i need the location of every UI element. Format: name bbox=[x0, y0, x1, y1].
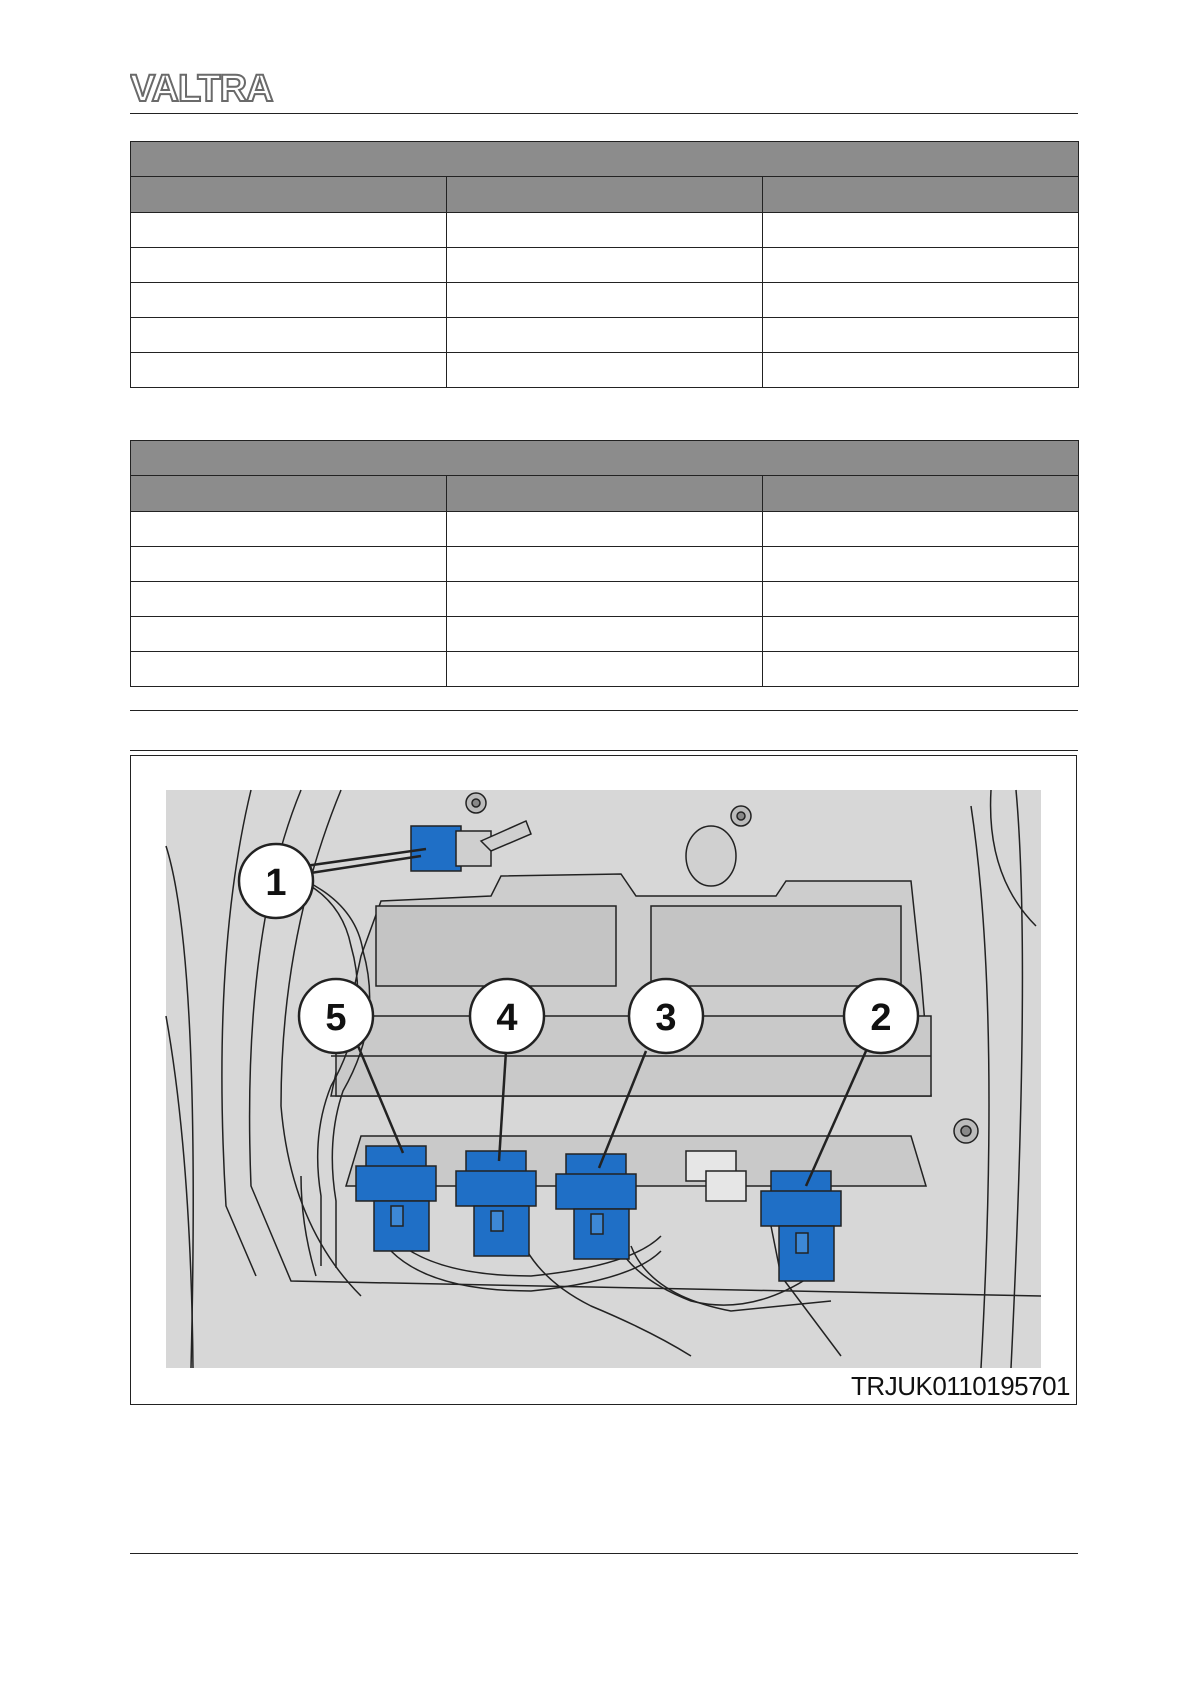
table-cell bbox=[447, 283, 763, 318]
callout-4-label: 4 bbox=[496, 997, 518, 1039]
logo-text: VALTRA bbox=[130, 68, 273, 108]
header-cell bbox=[131, 177, 447, 213]
header-cell bbox=[447, 476, 763, 512]
table-cell bbox=[131, 318, 447, 353]
section-rule-bottom bbox=[130, 750, 1078, 751]
table-cell bbox=[131, 547, 447, 582]
table-cell bbox=[447, 652, 763, 687]
table-title-row bbox=[131, 142, 1079, 177]
table-cell bbox=[447, 318, 763, 353]
callout-5 bbox=[299, 979, 373, 1053]
callout-4 bbox=[470, 979, 544, 1053]
table-cell bbox=[447, 248, 763, 283]
callout-2-label: 2 bbox=[870, 997, 892, 1039]
table-header-row bbox=[131, 177, 1079, 213]
table-cell bbox=[763, 547, 1079, 582]
table-row bbox=[131, 582, 1079, 617]
table-cell bbox=[131, 652, 447, 687]
table-cell bbox=[447, 582, 763, 617]
footer-rule bbox=[130, 1553, 1078, 1554]
table-cell bbox=[763, 652, 1079, 687]
table-title-cell bbox=[131, 441, 1079, 476]
table-row bbox=[131, 617, 1079, 652]
table-cell bbox=[763, 617, 1079, 652]
callout-3-label: 3 bbox=[655, 997, 677, 1039]
table-row bbox=[131, 213, 1079, 248]
table-cell bbox=[131, 283, 447, 318]
callout-3 bbox=[629, 979, 703, 1053]
table-row bbox=[131, 353, 1079, 388]
table-cell bbox=[447, 512, 763, 547]
header-cell bbox=[131, 476, 447, 512]
figure-illustration bbox=[131, 756, 1075, 1403]
table-cell bbox=[763, 213, 1079, 248]
section-rule-top bbox=[130, 710, 1078, 711]
table-cell bbox=[131, 617, 447, 652]
connector-figure bbox=[130, 755, 1077, 1405]
table-title-cell bbox=[131, 142, 1079, 177]
header-cell bbox=[447, 177, 763, 213]
table-cell bbox=[763, 248, 1079, 283]
table-row bbox=[131, 512, 1079, 547]
table-header-row bbox=[131, 476, 1079, 512]
table-cell bbox=[763, 318, 1079, 353]
table-cell bbox=[131, 353, 447, 388]
table-cell bbox=[447, 547, 763, 582]
table-cell bbox=[131, 213, 447, 248]
table-row bbox=[131, 652, 1079, 687]
table-cell bbox=[763, 283, 1079, 318]
table-cell bbox=[447, 617, 763, 652]
spec-table-2 bbox=[130, 440, 1079, 687]
table-row bbox=[131, 283, 1079, 318]
valtra-logo bbox=[130, 68, 290, 108]
table-row bbox=[131, 318, 1079, 353]
table-cell bbox=[763, 582, 1079, 617]
table-cell bbox=[763, 353, 1079, 388]
table-cell bbox=[131, 582, 447, 617]
table-row bbox=[131, 547, 1079, 582]
callout-1 bbox=[239, 844, 313, 918]
header-rule bbox=[130, 113, 1078, 114]
header-cell bbox=[763, 177, 1079, 213]
figure-id: TRJUK0110195701 bbox=[851, 1371, 1070, 1401]
callout-2 bbox=[844, 979, 918, 1053]
callout-1-label: 1 bbox=[265, 862, 287, 904]
table-cell bbox=[131, 512, 447, 547]
callout-5-label: 5 bbox=[325, 997, 347, 1039]
table-row bbox=[131, 248, 1079, 283]
header-cell bbox=[763, 476, 1079, 512]
table-cell bbox=[447, 353, 763, 388]
table-title-row bbox=[131, 441, 1079, 476]
spec-table-1 bbox=[130, 141, 1079, 388]
table-cell bbox=[763, 512, 1079, 547]
table-cell bbox=[131, 248, 447, 283]
table-cell bbox=[447, 213, 763, 248]
